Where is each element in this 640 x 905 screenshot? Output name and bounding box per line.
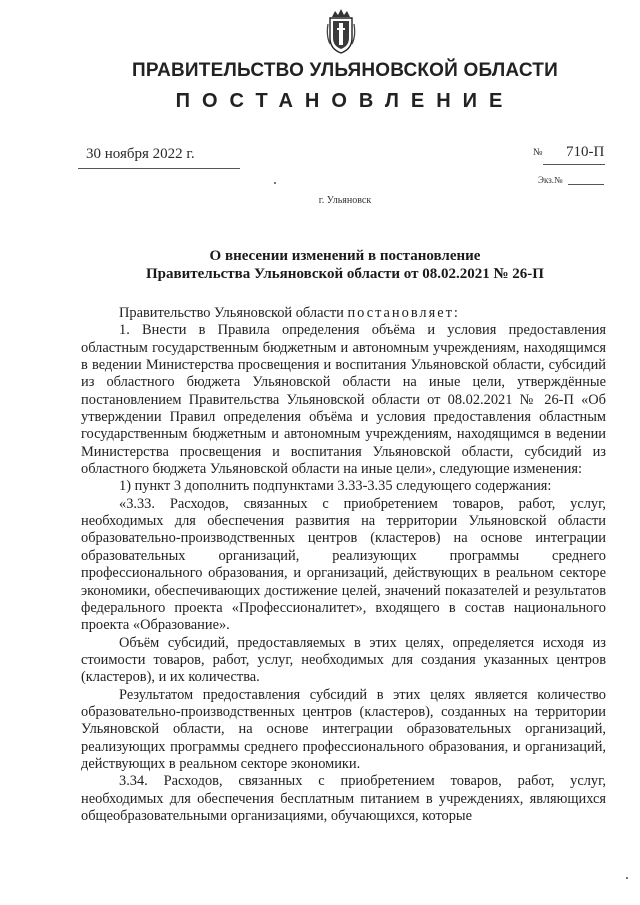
document-subject	[118, 247, 572, 283]
paragraph-subitem-1: 1) пункт 3 дополнить подпунктами 3.33-3.35 следующего содержания:	[119, 478, 552, 495]
document-number	[533, 144, 604, 161]
subject-line-2: Правительства Ульяновской области от 08.02.2021 № 26-П	[146, 266, 544, 282]
document-type: ПОСТАНОВЛЕНИЕ	[175, 90, 515, 112]
paragraph-3-33: «3.33. Расходов, связанных с приобретением товаров, работ, услуг, необходимых для обеспечения развития на территории Ульяновской области образовательно-производственных центров (кластеров) на основе интеграции образовательных организаций, реализующих программы среднего профессионального образования, и организаций, действующих в реальном секторе экономики, обеспечивающих достижение целей, значений показателей и результатов федерального проекта «Профессионалитет», входящего в состав национального проекта «Образование».	[81, 495, 606, 634]
date-underline	[78, 168, 240, 169]
copy-number-underline	[568, 184, 604, 185]
government-title: ПРАВИТЕЛЬСТВО УЛЬЯНОВСКОЙ ОБЛАСТИ	[132, 60, 558, 81]
coat-of-arms-icon	[326, 8, 356, 54]
number-underline	[543, 164, 605, 165]
subject-line-1: О внесении изменений в постановление	[209, 248, 481, 264]
preamble-colon: :	[453, 305, 458, 321]
document-body	[81, 305, 606, 825]
paragraph-subsidy-volume: Объём субсидий, предоставляемых в этих целях, определяется исходя из стоимости товаров, работ, услуг, необходимых для создания указанных центров (кластеров), и их количества.	[81, 634, 606, 686]
number-prefix: №	[533, 147, 543, 158]
paragraph-subsidy-result: Результатом предоставления субсидий в этих целях является количество образовательно-производственных центров (кластеров), созданных на территории Ульяновской области, на основе интеграции образовательных организаций, реализующих программы среднего профессионального образования, и организаций, действующих в реальном секторе экономики.	[81, 686, 606, 772]
preamble-decree-word: постановляет	[347, 305, 454, 321]
paragraph-item-1: 1. Внести в Правила определения объёма и условия предоставления областным государственным бюджетным и автономным учреждениям, находящимся в ведении Министерства просвещения и воспитания Ульяновской области, субсидий из областного бюджета Ульяновской области на иные цели, утверждённые постановлением Правительства Ульяновской области от 08.02.2021 № 26-П «Об утверждении Правил определения объёма и условия предоставления областным государственным бюджетным и автономным учреждениям, находящимся в ведении Министерства просвещения и воспитания Ульяновской области, субсидий из областного бюджета Ульяновской области на иные цели», следующие изменения:	[81, 322, 606, 478]
scan-speck-2	[626, 877, 628, 879]
paragraph-3-34: 3.34. Расходов, связанных с приобретением товаров, работ, услуг, необходимых для обеспечения бесплатным питанием в учреждениях, являющихся общеобразовательными организациями, обучающихся, которые	[81, 773, 606, 824]
copy-number-label: Экз.№	[538, 175, 563, 185]
document-date: 30 ноября 2022 г.	[86, 146, 195, 162]
scan-speck	[274, 182, 276, 184]
paragraph-preamble	[81, 305, 606, 322]
city-label: г. Ульяновск	[318, 195, 372, 206]
number-value: 710-П	[566, 144, 605, 160]
preamble-text: Правительство Ульяновской области	[119, 305, 348, 321]
